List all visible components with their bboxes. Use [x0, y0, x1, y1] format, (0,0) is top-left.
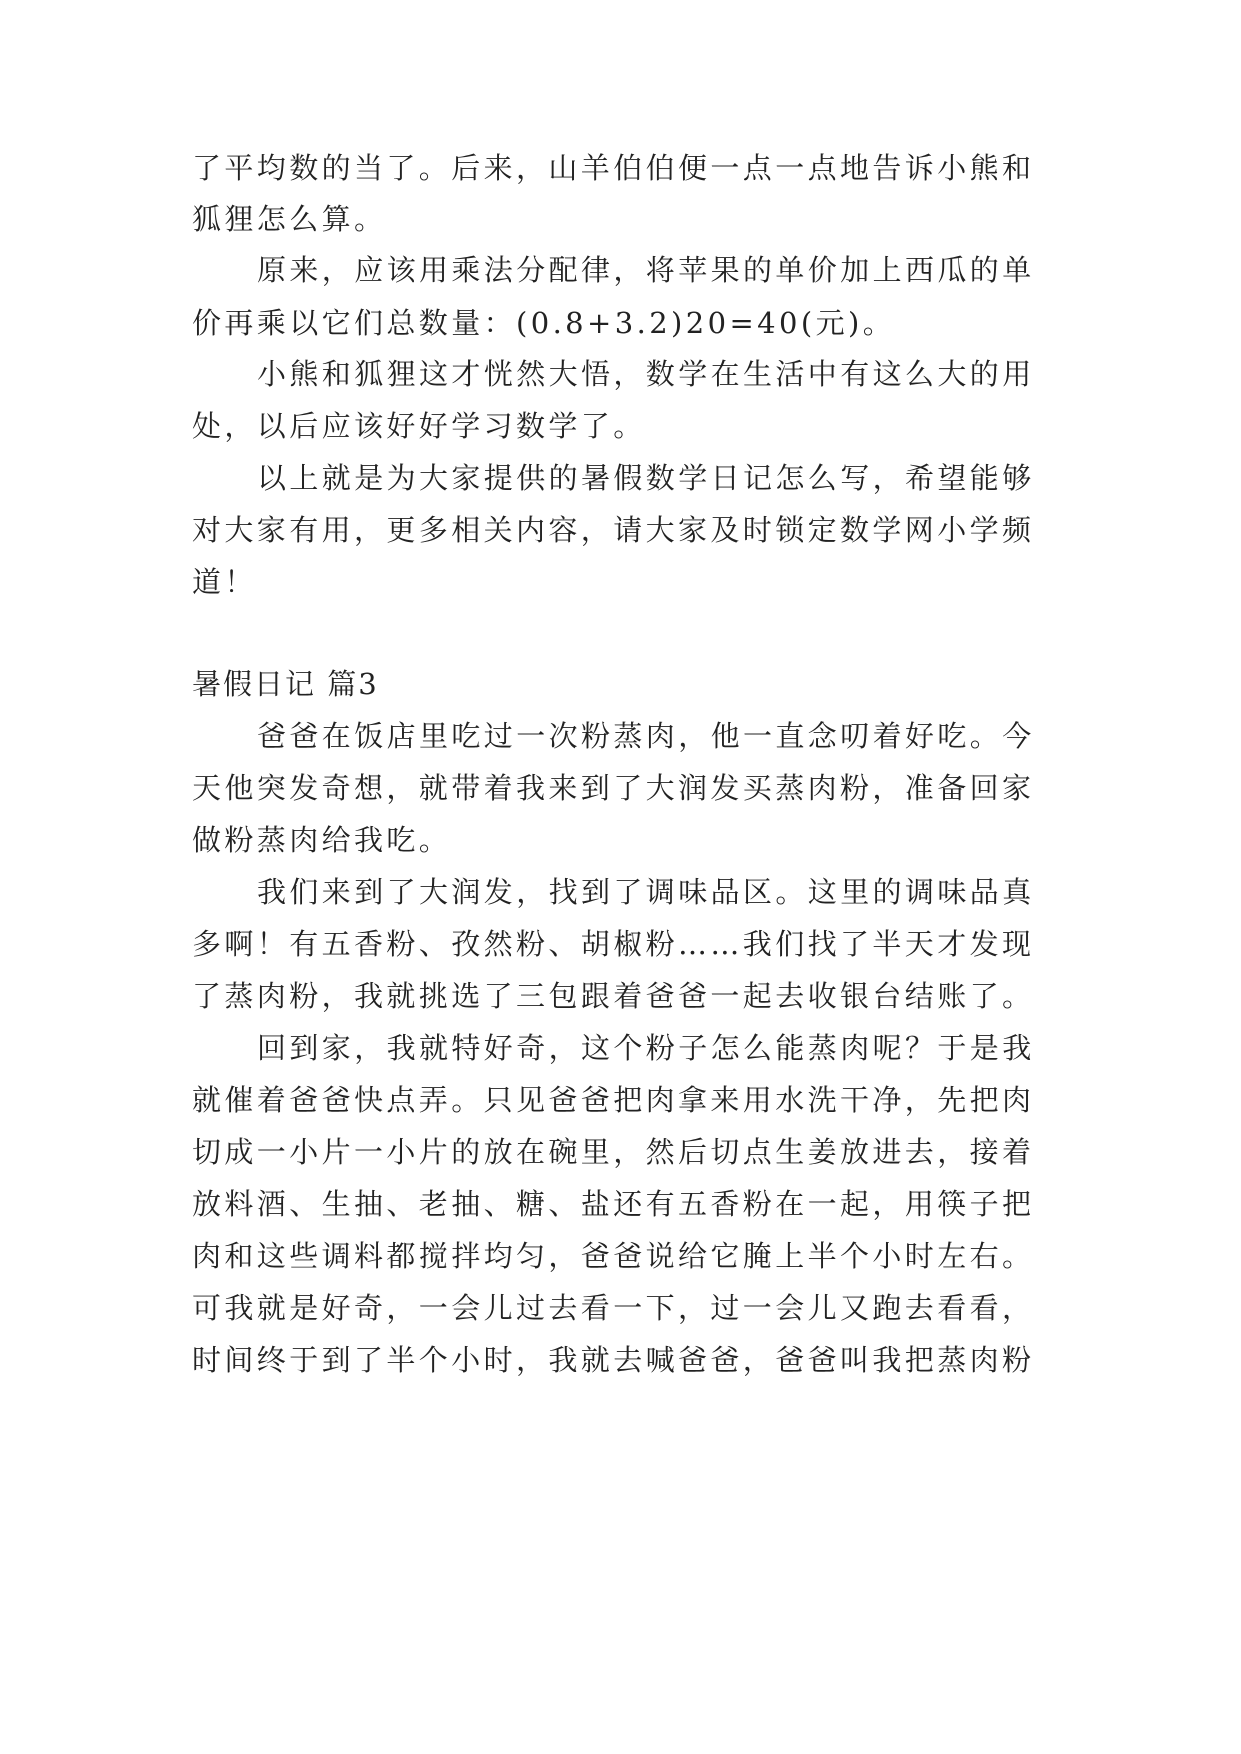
paragraph-line: 处，以后应该好好学习数学了。: [192, 409, 646, 443]
paragraph-line: 价再乘以它们总数量：(0.8+3.2)20=40(元)。: [192, 306, 896, 340]
paragraph-line: 多啊！有五香粉、孜然粉、胡椒粉……我们找了半天才发现: [192, 927, 1035, 961]
paragraph-line: 天他突发奇想，就带着我来到了大润发买蒸肉粉，准备回家: [192, 771, 1035, 805]
paragraph-line: 时间终于到了半个小时，我就去喊爸爸，爸爸叫我把蒸肉粉: [192, 1343, 1035, 1377]
paragraph-line: 了蒸肉粉，我就挑选了三包跟着爸爸一起去收银台结账了。: [192, 979, 1035, 1013]
paragraph-line: 回到家，我就特好奇，这个粉子怎么能蒸肉呢？于是我: [257, 1031, 1035, 1065]
paragraph-line: 切成一小片一小片的放在碗里，然后切点生姜放进去，接着: [192, 1135, 1035, 1169]
paragraph-line: 对大家有用，更多相关内容，请大家及时锁定数学网小学频: [192, 513, 1035, 547]
paragraph-line: 爸爸在饭店里吃过一次粉蒸肉，他一直念叨着好吃。今: [257, 719, 1035, 753]
paragraph-line: 肉和这些调料都搅拌均匀，爸爸说给它腌上半个小时左右。: [192, 1239, 1035, 1273]
paragraph-line: 做粉蒸肉给我吃。: [192, 823, 452, 857]
paragraph-line: 我们来到了大润发，找到了调味品区。这里的调味品真: [257, 875, 1035, 909]
section-heading: 暑假日记 篇3: [192, 667, 379, 701]
paragraph-line: 道！: [192, 565, 257, 599]
paragraph-line: 了平均数的当了。后来，山羊伯伯便一点一点地告诉小熊和: [192, 151, 1035, 185]
paragraph-line: 以上就是为大家提供的暑假数学日记怎么写，希望能够: [257, 461, 1035, 495]
paragraph-line: 小熊和狐狸这才恍然大悟，数学在生活中有这么大的用: [257, 357, 1035, 391]
paragraph-line: 原来，应该用乘法分配律，将苹果的单价加上西瓜的单: [257, 253, 1035, 287]
paragraph-line: 狐狸怎么算。: [192, 202, 387, 236]
paragraph-line: 放料酒、生抽、老抽、糖、盐还有五香粉在一起，用筷子把: [192, 1187, 1035, 1221]
paragraph-line: 可我就是好奇，一会儿过去看一下，过一会儿又跑去看看，: [192, 1291, 1035, 1325]
paragraph-line: 就催着爸爸快点弄。只见爸爸把肉拿来用水洗干净，先把肉: [192, 1083, 1035, 1117]
